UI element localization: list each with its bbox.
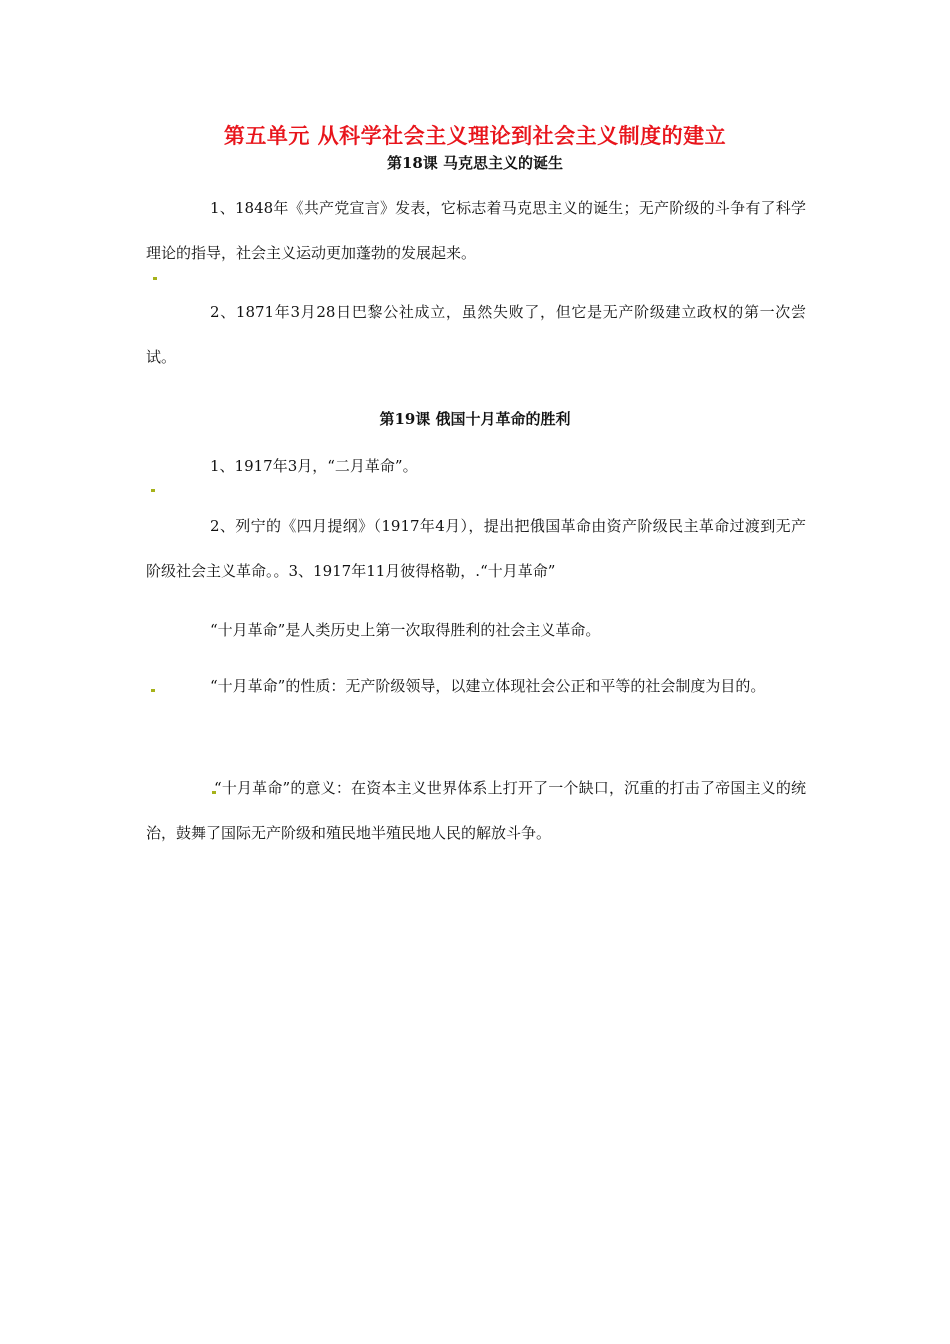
lesson-18-point-2: 2、1871年3月28日巴黎公社成立，虽然失败了，但它是无产阶级建立政权的第一次尝试。 — [146, 303, 806, 366]
lesson-19-title: 第19课 俄国十月革命的胜利 — [379, 410, 571, 428]
lesson-18-title: 第18课 马克思主义的诞生 — [386, 154, 564, 172]
lesson-19-point-3: “十月革命”是人类历史上第一次取得胜利的社会主义革命。 — [210, 621, 601, 639]
lesson-19-point-1: 1、1917年3月，“二月革命”。 — [210, 457, 418, 475]
stray-mark — [153, 277, 157, 280]
stray-mark — [151, 489, 155, 492]
lesson-18-point-1: 1、1848年《共产党宣言》发表，它标志着马克思主义的诞生；无产阶级的斗争有了科学理论的指导，社会主义运动更加蓬勃的发展起来。 — [146, 199, 806, 262]
lesson-19-point-5: “十月革命”的意义：在资本主义世界体系上打开了一个缺口，沉重的打击了帝国主义的统治，鼓舞了国际无产阶级和殖民地半殖民地人民的解放斗争。 — [146, 779, 806, 842]
lesson-19-point-2: 2、列宁的《四月提纲》（1917年4月），提出把俄国革命由资产阶级民主革命过渡到无产阶级社会主义革命。。3、1917年11月彼得格勒，.“十月革命” — [146, 517, 806, 580]
lesson-19-point-4: “十月革命”的性质：无产阶级领导，以建立体现社会公正和平等的社会制度为目的。 — [210, 677, 766, 695]
unit-title: 第五单元 从科学社会主义理论到社会主义制度的建立 — [223, 123, 727, 148]
